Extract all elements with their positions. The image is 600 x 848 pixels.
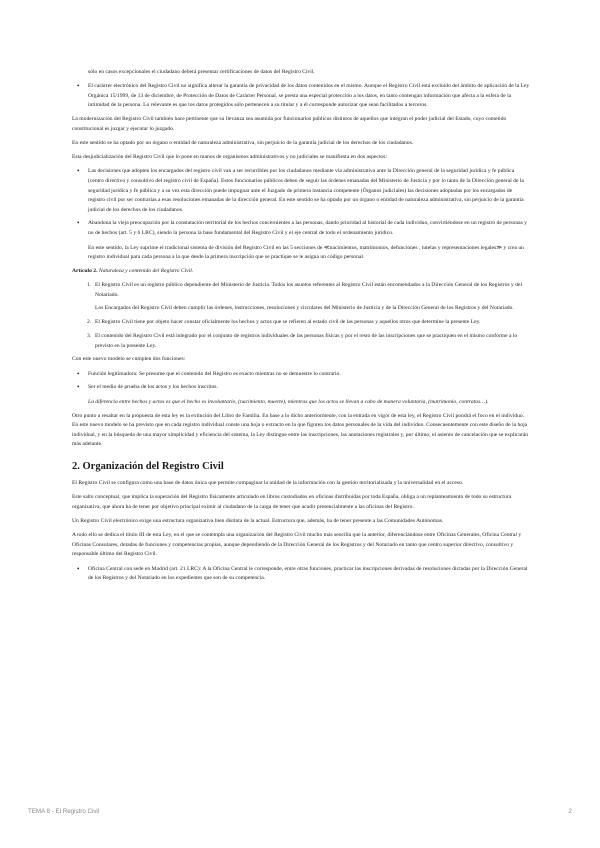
page-number: 2 bbox=[568, 808, 572, 815]
list-item-text: El Registro Civil tiene por objeto hacer constar oficialmente los hechos y actos que se refieren al estado civil de las personas y aquellos otros que determine la presente Ley. bbox=[95, 319, 481, 326]
article-heading bbox=[72, 267, 530, 277]
article-title: Naturaleza y contenido del Registro Civil. bbox=[98, 268, 194, 275]
item-number: 1. bbox=[87, 282, 92, 289]
item-number: 2. bbox=[87, 319, 92, 326]
paragraph: El Registro Civil se configura como una base de datos única que permite compaginar la unidad de la información con la gestión territorializada y la universalidad en el acceso. bbox=[72, 480, 464, 487]
list-item-text: El contenido del Registro Civil está integrado por el conjunto de registros individuales de las personas físicas y por el resto de las inscripciones que se practiquen en el mismo conforme a lo previsto en la presente Ley. bbox=[95, 332, 518, 349]
list-item-note: La diferencia entre hechos y actos es que el hecho es involuntario, (nacimiento, muerte), mientras que los actos se llevan a cabo de manera voluntaria, (matrimonio, contratos…). bbox=[88, 398, 489, 405]
article-label: Artículo 2. bbox=[72, 268, 98, 275]
list-item bbox=[72, 383, 530, 407]
list-item bbox=[72, 318, 530, 328]
article-numbered-list bbox=[72, 281, 530, 351]
list-item-text: • Abandona la vieja preocupación por la constatación territorial de los hechos concernientes a las personas, dando prioridad al historial de cada individuo, convirtiéndose en un registro de personas y no de hechos (art. 5 y 6 LRC), siendo la persona la base fundamental del Registro Civil y el eje central de todo el ordenamiento jurídico. bbox=[88, 220, 527, 237]
list-item-subtext: Los Encargados del Registro Civil deben cumplir las órdenes, instrucciones, resoluciones y circulares del Ministerio de Justicia y de la Dirección General de los Registros y del Notariado. bbox=[95, 305, 514, 312]
paragraph: Este salto conceptual, que implica la superación del Registro físicamente articulado en libros custodiados en oficinas distribuidas por toda España, obliga a un replanteamiento de todo su estructura organizativa, que ahora ha de tener por objetivo principal eximir al ciudadano de la carga de tener que acudir presencialmente a las oficinas del Registro. bbox=[72, 494, 512, 510]
list-item bbox=[72, 281, 530, 314]
list-item: • El carácter electrónico del Registro Civil no significa alterar la garantía de privacidad de los datos contenidos en el mismo. Aunque el Registro Civil está excluido del ámbito de aplicación de la Ley Orgánica 15/1999, de 13 de diciembre, de Protección de Datos de Carácter Personal, se presta una especial protección a los datos, en tanto contengan información que afecta a la esfera de la intimidad de la persona. Lo relevante es que los datos protegidos sólo pertenecen a su titular y a él corresponde autorizar que sean facilitados a terceros. bbox=[72, 82, 530, 111]
list-item bbox=[72, 219, 530, 262]
paragraph: La modernización del Registro Civil también hace pertinente que su llevanza sea asumida por funcionarios públicos distintos de aquellos que integran el poder judicial del Estado, cuyo cometido constitucional es juzgar y ejecutar lo juzgado. bbox=[72, 116, 507, 132]
list-item-text: • Ser el medio de prueba de los actos y los hechos inscritos. bbox=[88, 384, 218, 391]
list-item: • Las decisiones que adopten los encargados del registro civil van a ser recurribles por los ciudadanos mediante vía administrativa ante la Dirección general de la seguridad jurídica y fe pública (centro directivo y consultivo del registro civil de España). Estos funcionarios públicos deben de seguir las órdenes emanadas del Ministerio de Justicia y por lo tanto de la Dirección general de la seguridad jurídica y fe pública y a su vez esta dirección puede impugnar ante el Juzgado de primera instancia competente (Órganos judiciales) las decisiones adoptadas por los encargados de registro civil por ser contrarias a esas resoluciones emanadas de la dirección general. En este sentido se ha optado por un órgano o entidad de naturaleza administrativa, sin perjuicio de la garantía judicial de los derechos de los ciudadanos. bbox=[72, 167, 530, 215]
bullet-list-privacy bbox=[72, 82, 530, 111]
list-item-text: El Registro Civil es un registro público dependiente del Ministerio de Justicia. Todos los asuntos referentes al Registro Civil están encomendados a la Dirección General de los Registros y del Notariado. bbox=[95, 282, 523, 298]
paragraph: A todo ello se dedica el título III de esta Ley, en el que se contempla una organización del Registro Civil mucho más sencilla que la anterior, diferenciándose entre Oficinas Generales, Oficina Central y Oficinas Consulares, dotadas de funciones y competencias propias, aunque dependiendo de la Dirección General de los Registros y del Notariado en tanto que centro superior directivo, consultivo y responsable último del Registro Civil. bbox=[72, 532, 522, 558]
footer-title: TEMA 8 - El Registro Civil bbox=[28, 808, 100, 815]
item-number: 3. bbox=[87, 332, 92, 339]
paragraph: En este sentido se ha optado por un órgano o entidad de naturaleza administrativa, sin perjuicio de la garantía judicial de los derechos de los ciudadanos. bbox=[72, 139, 414, 146]
list-item: • Función legitimadora: Se presume que el contenido del Registro es exacto mientras no se demuestre lo contrario. bbox=[72, 370, 530, 380]
paragraph: Con este nuevo modelo se cumplen dos funciones: bbox=[72, 356, 186, 363]
section-heading: 2. Organización del Registro Civil bbox=[72, 461, 224, 473]
list-item: • Oficina Central con sede en Madrid (art. 21 LRC): A la Oficina Central le corresponde, entre otras funciones, practicar las inscripciones derivadas de resoluciones dictadas por la Dirección General de los Registros y del Notariado en los expedientes que son de su competencia. bbox=[72, 565, 530, 584]
bullet-list-oficinas bbox=[72, 565, 530, 584]
paragraph: Un Registro Civil electrónico exige una estructura organizativa bien distinta de la actual. Estructura que, además, ha de tener presente a las Comunidades Autónomas. bbox=[72, 518, 444, 525]
bullet-list-desjudicializacion bbox=[72, 167, 530, 263]
continued-paragraph: sólo en casos excepcionales el ciudadano deberá presentar certificaciones de datos del Registro Civil. bbox=[88, 69, 315, 75]
list-item bbox=[72, 332, 530, 351]
bullet-list-funciones bbox=[72, 370, 530, 408]
paragraph: Otro punto a resaltar en la propuesta de esta ley es la extinción del Libro de Familia. En base a lo dicho anteriormente, con la entrada en vigor de esta ley, el Registro Civil pondrá el foco en el individuo. En este nuevo modelo se ha previsto que en cada registro individual conste una hoja o extracto en la que figuren los datos personales de la vida del individuo. Consecuentemente con este diseño de la hoja individual, y en la búsqueda de una mayor simplicidad y eficiencia del sistema, la Ley distingue entre las inscripciones, las anotaciones registrales y, por último, el asiento de cancelación que se explicarán más adelante. bbox=[72, 412, 528, 448]
paragraph: Esta desjudicialización del Registro Civil que lo pone en manos de organismos administrativos y no judiciales se manifiesta en dos aspectos: bbox=[72, 154, 387, 161]
list-item-text: En este sentido, la Ley suprime el tradicional sistema de división del Registro Civil en las 5 secciones de ≪nacimientos, matrimonios, defunciones , tutelas y representaciones legales≫ y crea un registro individual para cada persona a la que desde la primera inscripción que se practique se le asigna un código personal. bbox=[88, 244, 524, 261]
document-body bbox=[72, 68, 530, 588]
